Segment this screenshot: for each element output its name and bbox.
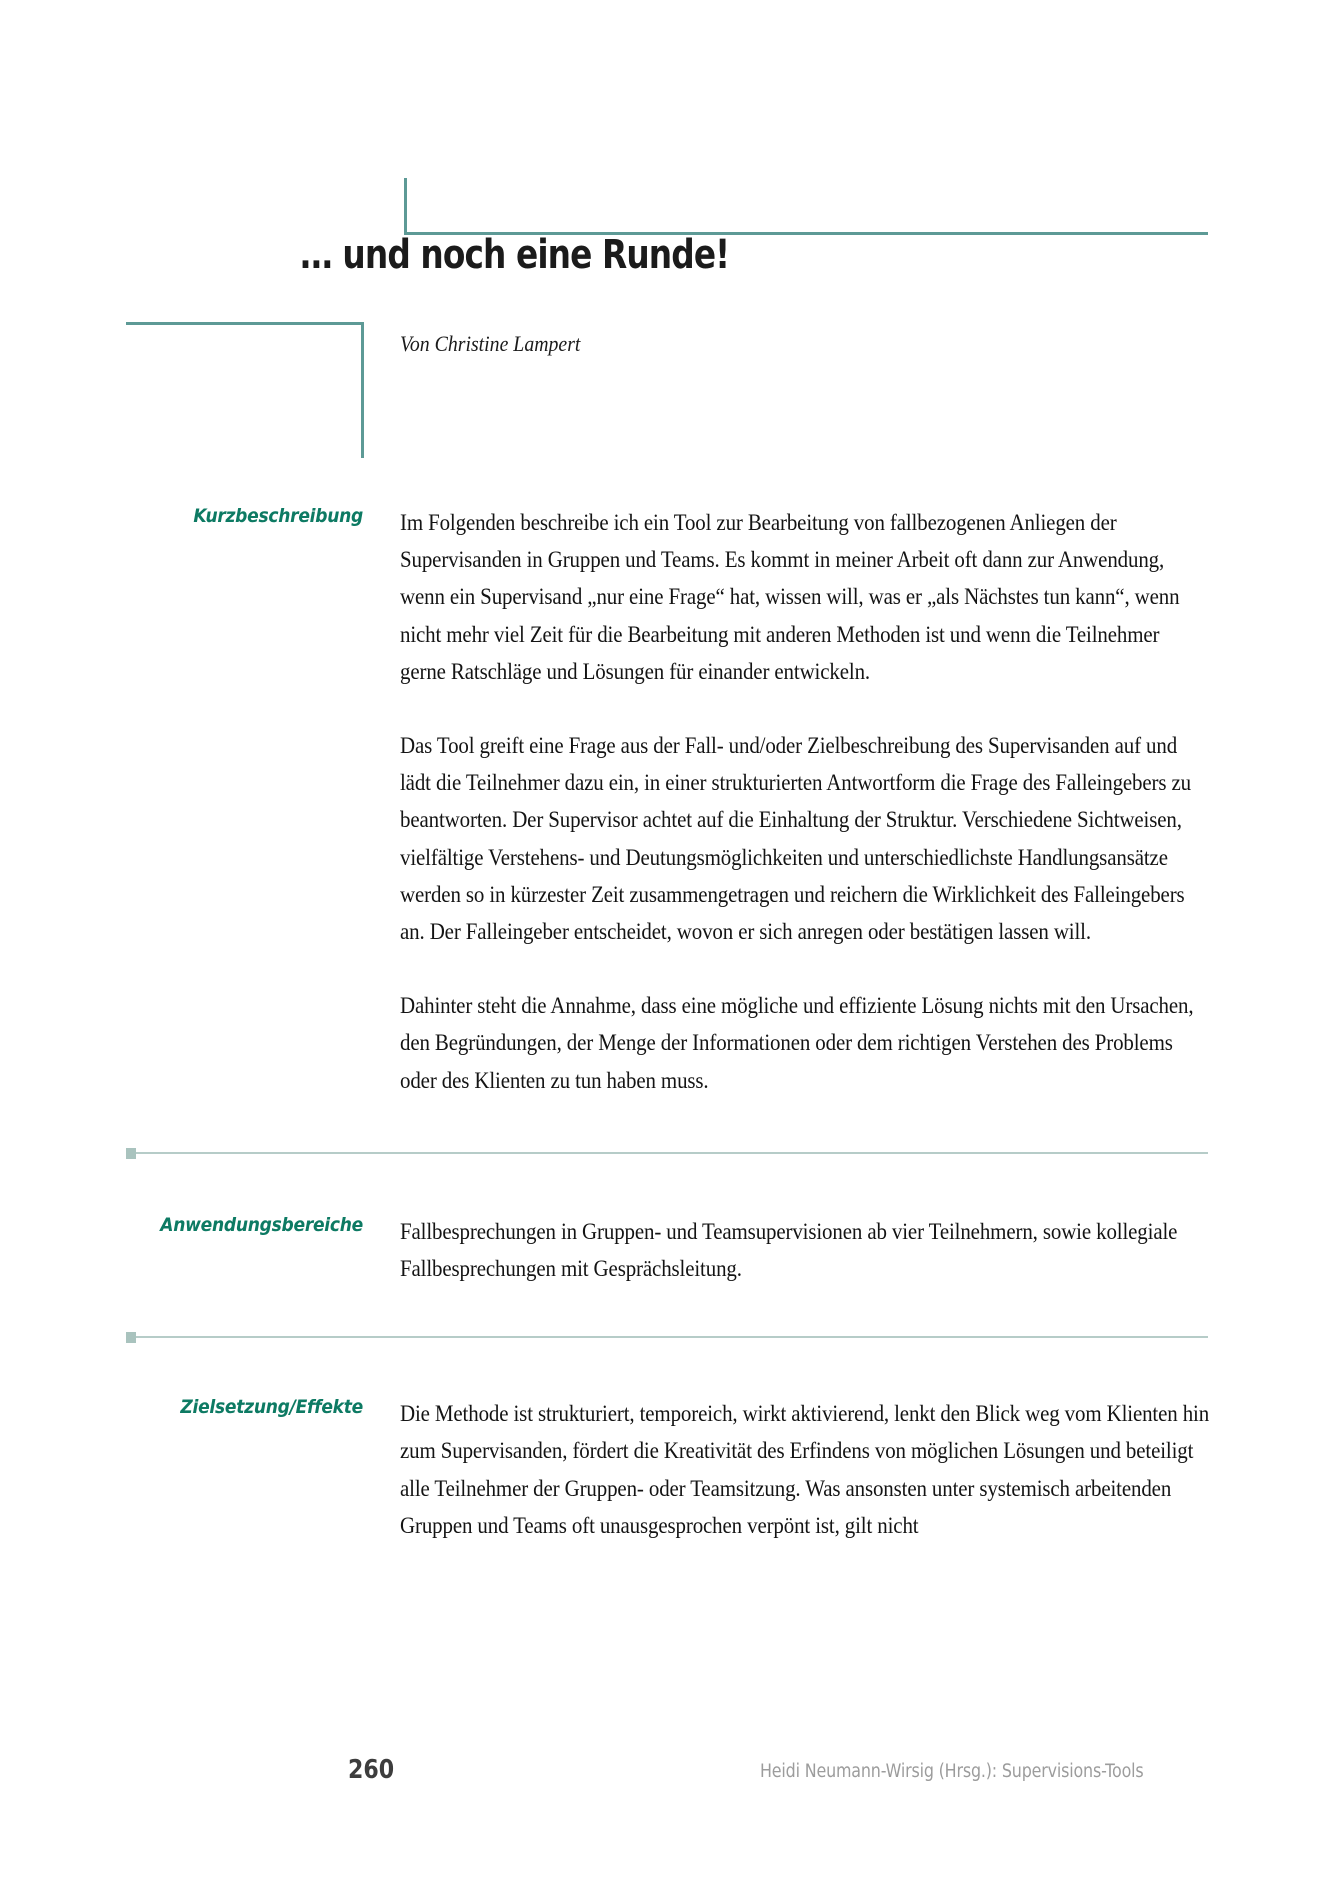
section-text [400, 1214, 1210, 1288]
section-anwendungsbereiche [0, 1214, 1320, 1288]
page-footer [0, 1755, 1320, 1795]
section-kurzbeschreibung [0, 505, 1320, 1100]
divider-end-cap [126, 1148, 136, 1159]
paragraph: Fallbesprechungen in Gruppen- und Teamsupervisionen ab vier Teilnehmern, sowie kollegiale Fallbesprechungen mit Gesprächsleitung. [400, 1218, 1178, 1283]
spacer [0, 1154, 1320, 1214]
spacer [0, 1288, 1320, 1336]
paragraph: Die Methode ist strukturiert, temporeich, wirkt aktivierend, lenkt den Blick weg vom Klienten hin zum Supervisanden, fördert die Kreativität des Erfindens von möglichen Lösungen und beteiligt alle Teilnehmer der Gruppen- oder Teamsitzung. Was ansonsten unter systemisch arbeitenden Gruppen und Teams oft unausgesprochen verpönt ist, gilt nicht [400, 1401, 1210, 1539]
section-divider [0, 1336, 1320, 1338]
left-bracket-horizontal-rule [126, 322, 364, 325]
divider-end-cap [126, 1332, 136, 1343]
page-title: … und noch eine Runde! [300, 232, 730, 278]
running-head: Heidi Neumann-Wirsig (Hrsg.): Supervisions-Tools [760, 1761, 1144, 1782]
divider-line [130, 1152, 1208, 1154]
divider-line [130, 1336, 1208, 1338]
top-bracket-vertical-rule [404, 178, 407, 235]
paragraph: Dahinter steht die Annahme, dass eine mögliche und effiziente Lösung nichts mit den Ursachen, den Begründungen, der Menge der Informationen oder dem richtigen Verstehen des Problems oder des Klienten zu tun haben muss. [400, 993, 1194, 1094]
author-byline: Von Christine Lampert [400, 331, 581, 356]
section-label: Kurzbeschreibung [193, 505, 363, 527]
section-divider [0, 1152, 1320, 1154]
article-body [0, 505, 1320, 1545]
section-zielsetzung-effekte [0, 1396, 1320, 1545]
page-number: 260 [348, 1755, 395, 1785]
section-text [400, 505, 1210, 1100]
left-bracket-vertical-rule [361, 322, 364, 458]
spacer [0, 1100, 1320, 1152]
paragraph: Das Tool greift eine Frage aus der Fall- und/oder Zielbeschreibung des Supervisanden auf und lädt die Teilnehmer dazu ein, in einer strukturierten Antwortform die Frage des Falleingebers zu beantworten. Der Supervisor achtet auf die Einhaltung der Struktur. Verschiedene Sichtweisen, vielfältige Verstehens- und Deutungsmöglichkeiten und unterschiedlichste Handlungsansätze werden so in kürzester Zeit zusammengetragen und reichern die Wirklichkeit des Falleingebers an. Der Falleingeber entscheidet, wovon er sich anregen oder bestätigen lassen will. [400, 733, 1191, 946]
spacer [0, 1338, 1320, 1396]
section-label: Zielsetzung/Effekte [180, 1396, 363, 1419]
section-label: Anwendungsbereiche [160, 1213, 363, 1236]
section-text [400, 1396, 1210, 1545]
paragraph: Im Folgenden beschreibe ich ein Tool zur Bearbeitung von fallbezogenen Anliegen der Supervisanden in Gruppen und Teams. Es kommt in meiner Arbeit oft dann zur Anwendung, wenn ein Supervisand „nur eine Frage“ hat, wissen will, was er „als Nächstes tun kann“, wenn nicht mehr viel Zeit für die Bearbeitung mit anderen Methoden ist und wenn die Teilnehmer gerne Ratschläge und Lösungen für einander entwickeln. [400, 510, 1180, 685]
